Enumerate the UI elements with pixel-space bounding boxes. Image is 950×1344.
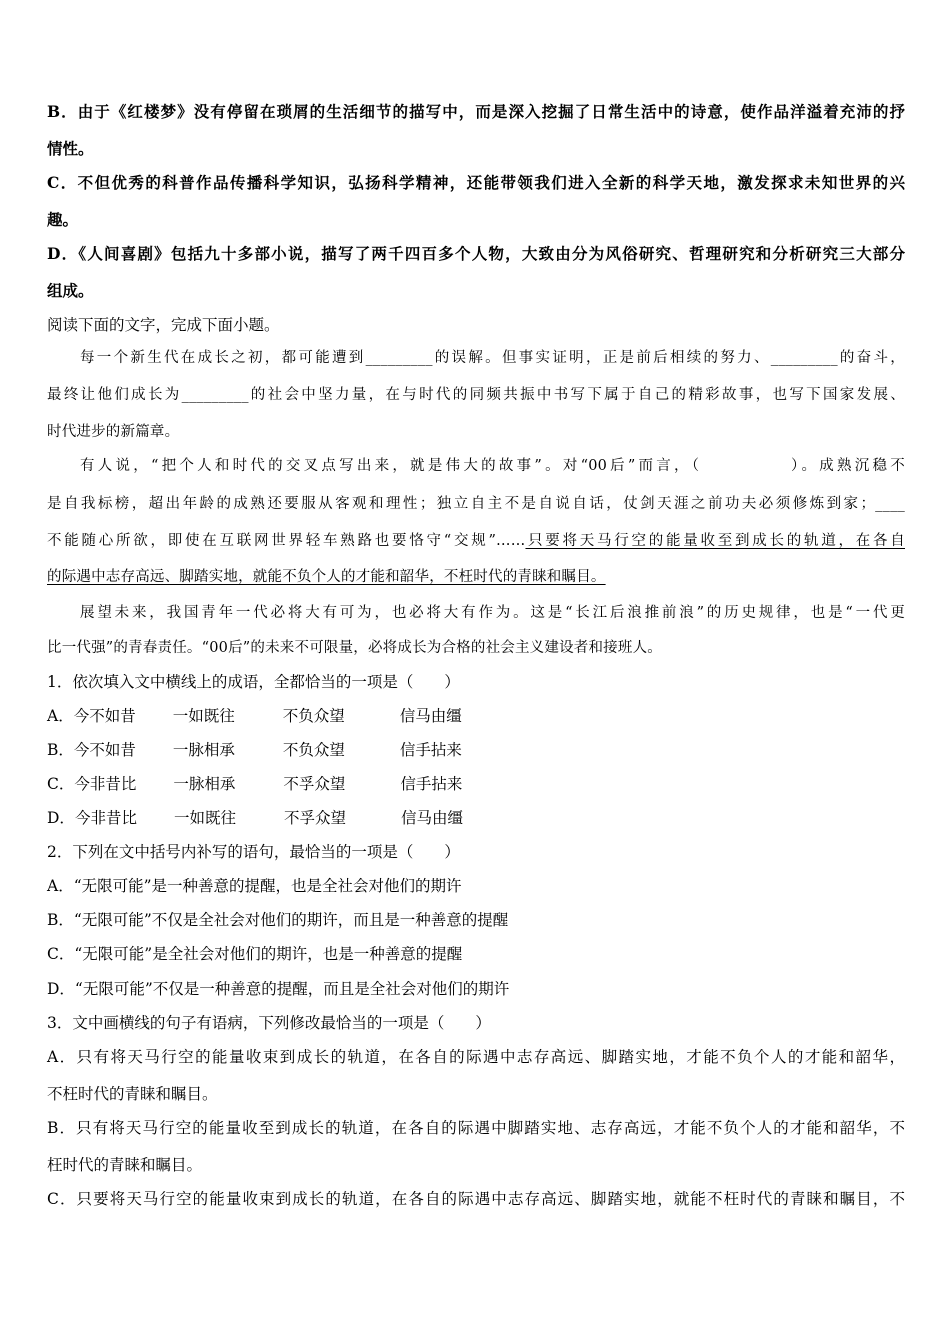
q1-word: 今非昔比 (74, 809, 137, 827)
passage-p2-line4 (47, 567, 606, 587)
option-d-line1: D．《人间喜剧》包括九十多部小说，描写了两千四百多个人物，大致由分为风俗研究、哲理研究和分析研究三大部分 (47, 244, 905, 263)
passage-p2-line2: 是自我标榜，超出年龄的成熟还要服从客观和理性；独立自主不是自说自话，仗剑天涯之前功夫必须修炼到家；____ (47, 496, 905, 512)
q1-word: 信马由缰 (399, 707, 462, 725)
q1-word: 今不如昔 (73, 741, 136, 759)
q2-stem: 2．下列在文中括号内补写的语句，最恰当的一项是（ ） (47, 843, 460, 861)
q1-word: 信马由缰 (400, 809, 463, 827)
q2-option-c: C．“无限可能”是全社会对他们的期许，也是一种善意的提醒 (47, 945, 463, 963)
q3-stem: 3．文中画横线的句子有语病，下列修改最恰当的一项是（ ） (47, 1014, 491, 1032)
passage-p1-line1: 每一个新生代在成长之初，都可能遭到_________的误解。但事实证明，正是前后相续的努力、_________的奋斗， (80, 350, 905, 366)
q1-word: 今非昔比 (74, 775, 137, 793)
passage-p2-line3 (47, 531, 905, 551)
option-c-line2: 趣。 (47, 210, 79, 229)
q3-option-a-line2: 不枉时代的青睐和瞩目。 (47, 1085, 218, 1103)
passage-p1-line3: 时代进步的新篇章。 (47, 424, 180, 440)
q1-word: 一如既往 (173, 809, 236, 827)
q2-option-d: D．“无限可能”不仅是一种善意的提醒，而且是全社会对他们的期许 (47, 980, 510, 998)
q1-word: 一脉相承 (172, 741, 235, 759)
q1-stem: 1．依次填入文中横线上的成语，全都恰当的一项是（ ） (47, 673, 460, 691)
underlined-sentence-part1: 只要将天马行空的能量收至到成长的轨道，在各自 (525, 533, 905, 549)
q3-option-c-line1: C．只要将天马行空的能量收束到成长的轨道，在各自的际遇中志存高远、脚踏实地，就能不枉时代的青睐和瞩目，不 (47, 1190, 905, 1208)
q2-option-a: A．“无限可能”是一种善意的提醒，也是全社会对他们的期许 (47, 877, 462, 895)
q1-option-b (47, 740, 462, 760)
q1-option-letter: D． (47, 809, 75, 827)
q3-option-b-line1: B．只有将天马行空的能量收至到成长的轨道，在各自的际遇中脚踏实地、志存高远，才能不负个人的才能和韶华，不 (47, 1119, 905, 1137)
q1-option-letter: B． (47, 741, 74, 759)
q1-word: 不孚众望 (283, 809, 346, 827)
option-b-line1: B．由于《红楼梦》没有停留在琐屑的生活细节的描写中，而是深入挖掘了日常生活中的诗意，使作品洋溢着充沛的抒 (47, 102, 905, 121)
q1-option-letter: A． (47, 707, 74, 725)
passage-p2-line1: 有人说，“把个人和时代的交叉点写出来，就是伟大的故事”。对“00后”而言，（ ）。成熟沉稳不 (80, 458, 905, 474)
q1-word: 不负众望 (282, 741, 345, 759)
q2-option-b: B．“无限可能”不仅是全社会对他们的期许，而且是一种善意的提醒 (47, 911, 509, 929)
q1-word: 一如既往 (172, 707, 235, 725)
underlined-sentence-part2: 的际遇中志存高远、脚踏实地，就能不负个人的才能和韶华，不枉时代的青睐和瞩目。 (47, 569, 606, 585)
q1-word: 不孚众望 (283, 775, 346, 793)
passage-p1-line2: 最终让他们成长为_________的社会中坚力量，在与时代的同频共振中书写下属于自己的精彩故事，也写下国家发展、 (47, 387, 905, 403)
passage-p3-line1: 展望未来，我国青年一代必将大有可为，也必将大有作为。这是“长江后浪推前浪”的历史规律，也是“一代更 (80, 605, 905, 621)
q1-word: 信手拈来 (400, 775, 463, 793)
option-d-line2: 组成。 (47, 281, 94, 300)
q1-option-d (47, 808, 463, 828)
option-c-line1: C．不但优秀的科普作品传播科学知识，弘扬科学精神，还能带领我们进入全新的科学天地，激发探求未知世界的兴 (47, 173, 905, 192)
q1-word: 今不如昔 (73, 707, 136, 725)
q1-option-a (47, 706, 462, 726)
passage-p2-line3-plain: 不能随心所欲，即使在互联网世界轻车熟路也要恪守“交规”…… (47, 533, 526, 549)
q3-option-b-line2: 枉时代的青睐和瞩目。 (47, 1156, 203, 1174)
q1-word: 一脉相承 (173, 775, 236, 793)
q3-option-a-line1: A．只有将天马行空的能量收束到成长的轨道，在各自的际遇中志存高远、脚踏实地，才能不负个人的才能和韶华， (47, 1048, 905, 1066)
reading-instruction: 阅读下面的文字，完成下面小题。 (47, 316, 280, 334)
q1-word: 信手拈来 (399, 741, 462, 759)
option-b-line2: 情性。 (47, 139, 94, 158)
q1-option-c (47, 774, 462, 794)
q1-word: 不负众望 (282, 707, 345, 725)
passage-p3-line2: 比一代强”的青春责任。“00后”的未来不可限量，必将成长为合格的社会主义建设者和接班人。 (47, 640, 662, 656)
q1-option-letter: C． (47, 775, 75, 793)
